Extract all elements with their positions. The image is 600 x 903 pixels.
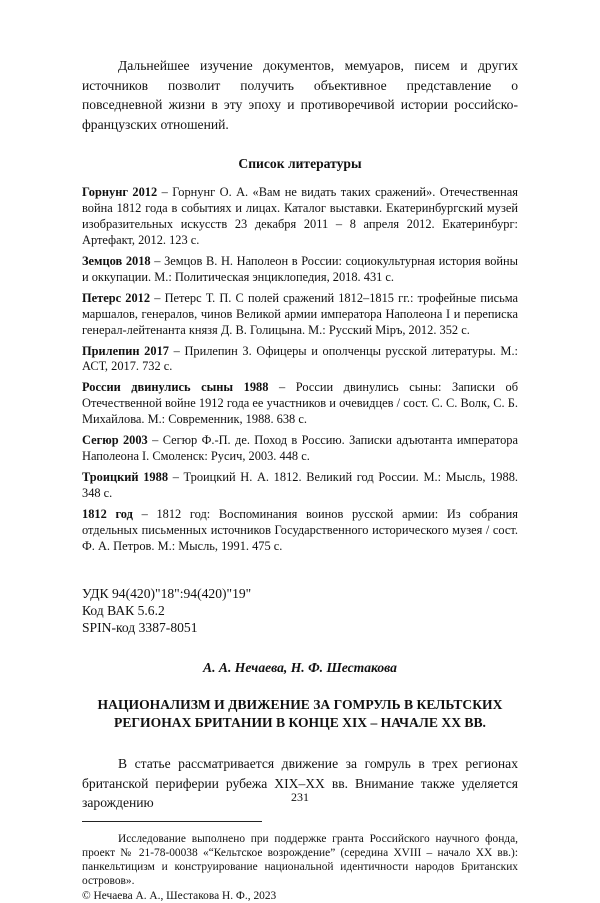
bibliography-entry-key: Горнунг 2012 — [82, 185, 157, 199]
bibliography-entry — [82, 291, 518, 339]
bibliography-entry-key: 1812 год — [82, 507, 133, 521]
bibliography-entry-key: Сегюр 2003 — [82, 433, 148, 447]
bibliography-entry — [82, 470, 518, 502]
copyright-line: © Нечаева А. А., Шестакова Н. Ф., 2023 — [82, 889, 518, 903]
bibliography-entry-text: – Горнунг О. А. «Вам не видать таких сражений». Отечественная война 1812 года в событиях и лицах. Каталог выставки. Екатеринбургский музей изобразительных искусств 23 декабря 2011 – 8 апреля 2012. Екатеринбург: Артефакт, 2012. 123 с. — [82, 185, 518, 247]
bibliography-entry-text: – Сегюр Ф.-П. де. Поход в Россию. Записки адъютанта императора Наполеона I. Смоленск: Русич, 2003. 448 с. — [82, 433, 518, 463]
bibliography-entry — [82, 185, 518, 249]
bibliography-entry-key: России двинулись сыны 1988 — [82, 380, 268, 394]
footnote-divider — [82, 821, 262, 822]
bibliography-entry — [82, 380, 518, 428]
bibliography-entry-text: – Петерс Т. П. С полей сражений 1812–1815 гг.: трофейные письма маршалов, генералов, чинов Великой армии императора Наполеона I и переписка генерал-лейтенанта князя Д. В. Голицына. М.: Русский Міръ, 2012. 352 с. — [82, 291, 518, 337]
article-authors: А. А. Нечаева, Н. Ф. Шестакова — [82, 660, 518, 676]
bibliography-entry-text: – Земцов В. Н. Наполеон в России: социокультурная история войны и оккупации. М.: Политическая энциклопедия, 2018. 431 с. — [82, 254, 518, 284]
bibliography-entry-key: Петерс 2012 — [82, 291, 150, 305]
bibliography-entry-key: Троицкий 1988 — [82, 470, 168, 484]
footnote-text: Исследование выполнено при поддержке гранта Российского научного фонда, проект № 21-78-00038 «“Кельтское возрождение” (середина XVIII – начало XX вв.): панкельтицизм и конструирование национальной идентичности народов Британских островов». — [82, 832, 518, 889]
article-title-line: РЕГИОНАХ БРИТАНИИ В КОНЦЕ XIX – НАЧАЛЕ XX ВВ. — [82, 714, 518, 731]
bibliography-entry — [82, 433, 518, 465]
page-content — [82, 56, 518, 903]
bibliography-entry-key: Прилепин 2017 — [82, 344, 169, 358]
bibliography-entry-text: – России двинулись сыны: Записки об Отечественной войне 1912 года ее участников и очевидцев / сост. С. С. Волк, С. Б. Михайлова. М.: Современник, 1988. 638 с. — [82, 380, 518, 426]
page-number: 231 — [0, 790, 600, 805]
bibliography-entry-text: – 1812 год: Воспоминания воинов русской армии: Из собрания отдельных письменных источников Государственного исторического музея / сост. Ф. А. Петров. М.: Мысль, 1991. 475 с. — [82, 507, 518, 553]
bibliography-entry — [82, 507, 518, 555]
bibliography-entry-text: – Троицкий Н. А. 1812. Великий год России. М.: Мысль, 1988. 348 с. — [82, 470, 518, 500]
udc-code: УДК 94(420)"18":94(420)"19" — [82, 586, 518, 603]
bibliography-title: Список литературы — [82, 156, 518, 172]
bibliography-list — [82, 185, 518, 554]
bibliography-entry-text: – Прилепин З. Офицеры и ополченцы русской литературы. М.: АСТ, 2017. 732 с. — [82, 344, 518, 374]
article-title-line: НАЦИОНАЛИЗМ И ДВИЖЕНИЕ ЗА ГОМРУЛЬ В КЕЛЬТСКИХ — [82, 696, 518, 713]
bibliography-entry — [82, 344, 518, 376]
classification-block — [82, 586, 518, 636]
bibliography-entry-key: Земцов 2018 — [82, 254, 151, 268]
vak-code: Код ВАК 5.6.2 — [82, 603, 518, 620]
intro-paragraph: Дальнейшее изучение документов, мемуаров, писем и других источников позволит получить объективное представление о повседневной жизни в эту эпоху и противоречивой истории российско-французских отношений. — [82, 56, 518, 134]
article-title — [82, 696, 518, 731]
abstract-paragraph: В статье рассматривается движение за гомруль в трех регионах британской периферии рубежа XIX–XX вв. Внимание также уделяется зарождению — [82, 754, 518, 813]
bibliography-entry — [82, 254, 518, 286]
spin-code: SPIN-код 3387-8051 — [82, 620, 518, 637]
